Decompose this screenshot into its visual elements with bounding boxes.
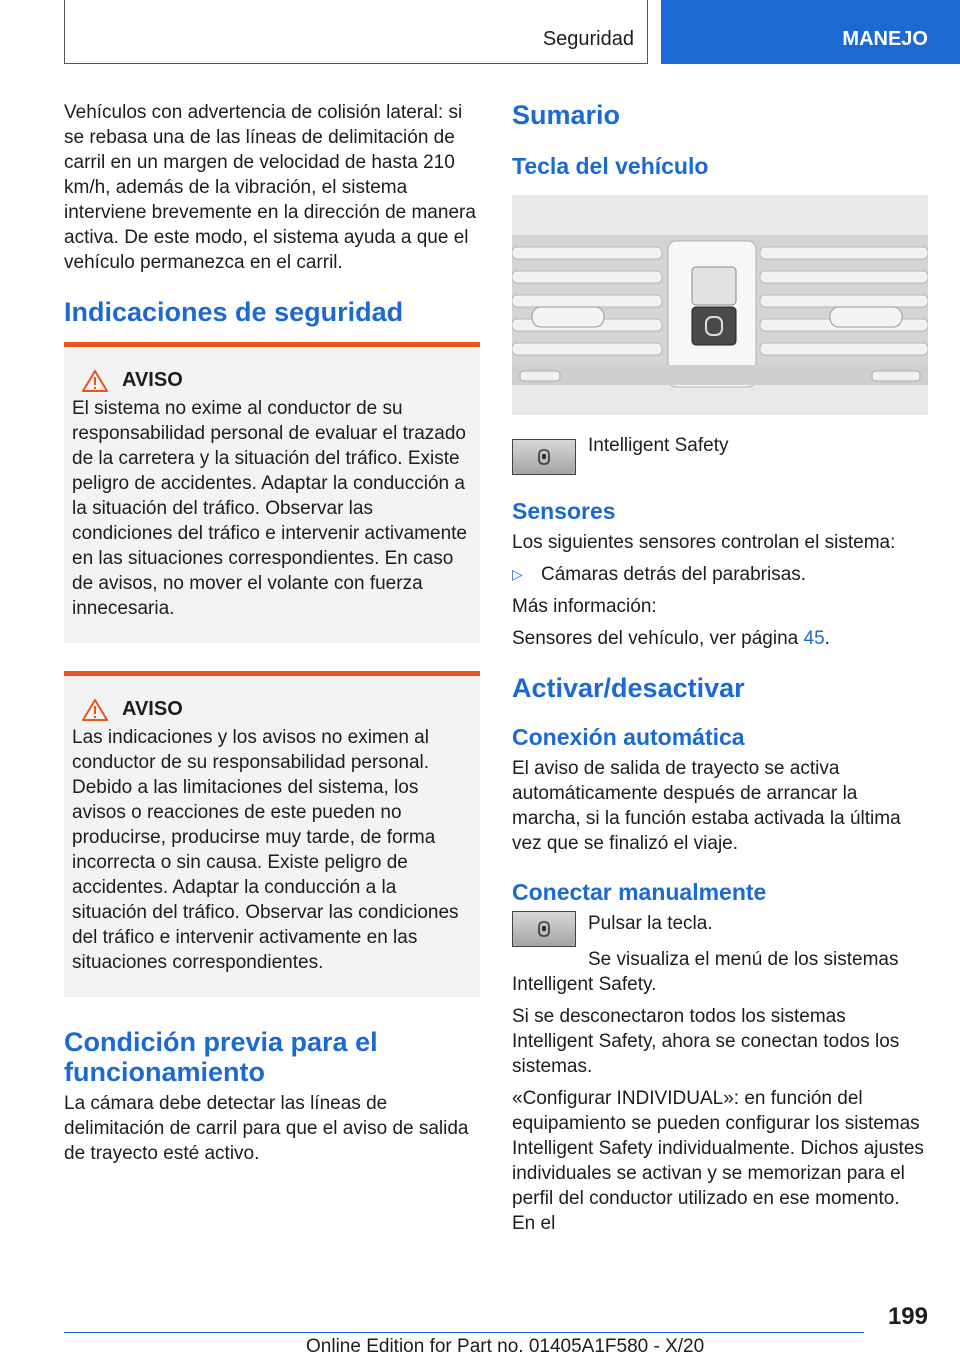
manual-paragraph: Si se desconectaron todos los sistemas Intelligent Safety, ahora se conectan todos los sistemas. — [512, 1006, 900, 1077]
auto-paragraph: El aviso de salida de trayecto se activa automáticamente después de arrancar la marcha, si la función estaba activada la última vez que se finalizó el viaje. — [512, 758, 901, 854]
header-chapter-tab[interactable]: MANEJO — [661, 0, 960, 64]
manual-paragraph-individual: «Configurar INDIVIDUAL»: en función del equipamiento se pueden configurar los sistemas Intelligent Safety individualmente. Dichos ajustes individuales se activan y se memorizan para el perfil del conductor utilizado en ese momento. En el — [512, 1088, 924, 1234]
summary-heading: Sumario — [512, 100, 621, 130]
safety-heading: Indicaciones de seguridad — [64, 297, 404, 327]
warning-header — [72, 369, 472, 392]
sensors-heading: Sensores — [512, 498, 616, 524]
safety-car-icon — [535, 448, 553, 466]
triangle-bullet-icon: ▷ — [512, 566, 523, 582]
button-label-row — [512, 433, 928, 475]
manual-step-press: Pulsar la tecla. — [588, 913, 713, 934]
reference-text: Sensores del vehículo, ver página — [512, 628, 804, 649]
page-number: 199 — [887, 1303, 928, 1330]
sensors-reference — [512, 626, 928, 651]
precondition-heading: Condición previa para el funcionamiento — [64, 1027, 378, 1087]
header-section-title: Seguridad — [542, 28, 634, 50]
intelligent-safety-button-icon[interactable] — [512, 439, 576, 475]
page-link[interactable]: 45 — [803, 628, 825, 649]
list-item — [512, 562, 928, 587]
vehicle-button-heading: Tecla del vehículo — [512, 153, 709, 179]
warning-text: Las indicaciones y los avisos no eximen al conductor de su responsabilidad personal. Debido a las limitaciones del sistema, los avisos o reacciones de este pueden no producirse, producirse muy tarde, de forma incorrecta o sin causa. Existe peligro de accidentes. Adaptar la conducción a la situación del tráfico. Observar las condiciones del tráfico e intervenir activamente en las situaciones correspondientes. — [72, 727, 459, 973]
safety-car-icon — [535, 920, 553, 938]
warning-header — [72, 698, 472, 721]
right-column — [512, 100, 928, 1243]
more-info-label: Más información: — [512, 596, 657, 617]
warning-triangle-icon — [82, 370, 108, 392]
air-vent-button-illustration — [512, 195, 928, 415]
toggle-heading: Activar/desactivar — [512, 673, 745, 703]
precondition-paragraph: La cámara debe detectar las líneas de delimitación de carril para que el aviso de salida de trayecto esté activo. — [64, 1093, 469, 1164]
footer-edition: Online Edition for Part no. 01405A1F580 - X/20 — [306, 1336, 705, 1357]
sensors-intro: Los siguientes sensores controlan el sistema: — [512, 532, 896, 553]
left-column — [64, 100, 480, 1173]
warning-triangle-icon — [82, 699, 108, 721]
footer-rule — [64, 1332, 864, 1333]
warning-title: AVISO — [122, 698, 183, 720]
reference-suffix: . — [824, 628, 830, 649]
auto-heading: Conexión automática — [512, 724, 745, 750]
vehicle-button-photo — [512, 195, 928, 415]
warning-title: AVISO — [122, 369, 183, 391]
list-item-text: Cámaras detrás del parabrisas. — [541, 564, 807, 585]
warning-box — [64, 671, 480, 997]
manual-heading: Conectar manualmente — [512, 879, 767, 905]
warning-text: El sistema no exime al conductor de su responsabilidad personal de evaluar el trazado de la carretera y la situación del tráfico. Existe peligro de accidentes. Adaptar la conducción a la situación del tráfico. Observar las condiciones del tráfico e intervenir activamente en las situaciones correspondientes. En caso de avisos, no mover el volante con fuerza innecesaria. — [72, 398, 467, 619]
intro-paragraph: Vehículos con advertencia de colisión lateral: si se rebasa una de las líneas de delimitación de carril en un margen de velocidad de hasta 210 km/h, además de la vibración, el sistema interviene brevemente en la dirección de manera activa. De este modo, el sistema ayuda a que el vehículo permanezca en el carril. — [64, 102, 476, 273]
manual-step-row — [512, 911, 928, 947]
warning-box — [64, 342, 480, 643]
manual-step-result: Se visualiza el menú de los sistemas Intelligent Safety. — [512, 949, 899, 995]
button-label: Intelligent Safety — [588, 435, 729, 456]
intelligent-safety-button-icon[interactable] — [512, 911, 576, 947]
